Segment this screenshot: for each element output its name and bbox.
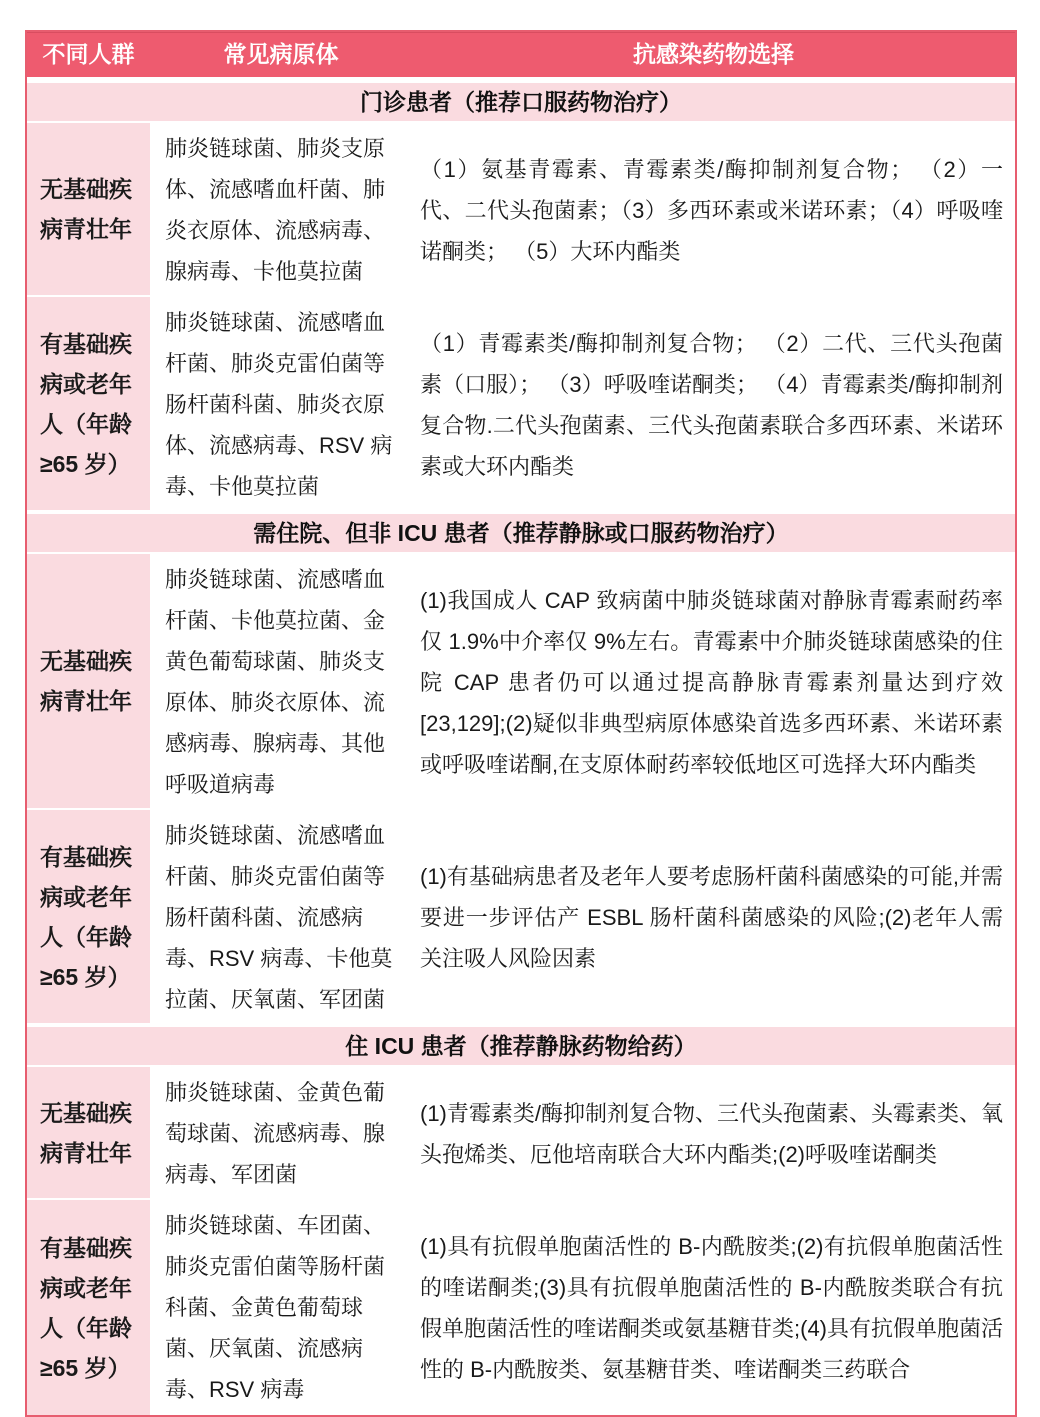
- pathogens-cell: [150, 1200, 412, 1415]
- pathogens-text: 肺炎链球菌、车团菌、肺炎克雷伯菌等肠杆菌科菌、金黄色葡萄球菌、厌氧菌、流感病毒、RSV 病毒: [165, 1213, 386, 1402]
- pathogens-text: 肺炎链球菌、流感嗜血杆菌、卡他莫拉菌、金黄色葡萄球菌、肺炎支原体、肺炎衣原体、流感病毒、腺病毒、其他呼吸道病毒: [165, 567, 386, 797]
- patient-group-cell: [27, 123, 150, 297]
- pathogens-cell: [150, 297, 412, 512]
- table-row: [27, 554, 1015, 810]
- pathogens-text: 肺炎链球菌、肺炎支原体、流感嗜血杆菌、肺炎衣原体、流感病毒、腺病毒、卡他莫拉菌: [165, 136, 386, 284]
- drugs-cell: [412, 810, 1015, 1025]
- patient-group-label: 有基础疾病或老年人（年龄≥65 岁）: [40, 843, 132, 990]
- patient-group-label: 无基础疾病青壮年: [40, 176, 132, 242]
- table-row: [27, 810, 1015, 1025]
- section-title-hospitalized-non-icu: 需住院、但非 ICU 患者（推荐静脉或口服药物治疗）: [27, 514, 1015, 552]
- pathogens-cell: [150, 123, 412, 297]
- col-header-drug-selection: 抗感染药物选择: [633, 41, 794, 67]
- drugs-text: （1）氨基青霉素、青霉素类/酶抑制剂复合物； （2）一代、二代头孢菌素；（3）多西环素或米诺环素；（4）呼吸喹诺酮类； （5）大环内酯类: [420, 156, 1003, 264]
- drugs-cell: [412, 123, 1015, 297]
- drugs-text: (1)我国成人 CAP 致病菌中肺炎链球菌对静脉青霉素耐药率仅 1.9%中介率仅 9%左右。青霉素中介肺炎链球菌感染的住院 CAP 患者仍可以通过提高静脉青霉素剂量达到疗效[23,129];(2)疑似非典型病原体感染首选多西环素、米诺环素或呼吸喹诺酮,在支原体耐药率较低地区可选择大环内酯类: [420, 587, 1003, 777]
- table-row: [27, 123, 1015, 297]
- pathogens-text: 肺炎链球菌、流感嗜血杆菌、肺炎克雷伯菌等肠杆菌科菌、肺炎衣原体、流感病毒、RSV 病毒、卡他莫拉菌: [165, 310, 393, 499]
- pathogens-text: 肺炎链球菌、流感嗜血杆菌、肺炎克雷伯菌等肠杆菌科菌、流感病毒、RSV 病毒、卡他莫拉菌、厌氧菌、军团菌: [165, 823, 393, 1012]
- patient-group-cell: [27, 554, 150, 810]
- drugs-text: (1)青霉素类/酶抑制剂复合物、三代头孢菌素、头霉素类、氧头孢烯类、厄他培南联合大环内酯类;(2)呼吸喹诺酮类: [420, 1100, 1004, 1167]
- patient-group-cell: [27, 1200, 150, 1415]
- drugs-cell: [412, 1067, 1015, 1200]
- patient-group-label: 有基础疾病或老年人（年龄≥65 岁）: [40, 330, 132, 477]
- drugs-text: (1)有基础病患者及老年人要考虑肠杆菌科菌感染的可能,并需要进一步评估产 ESBL 肠杆菌科菌感染的风险;(2)老年人需关注吸人风险因素: [420, 864, 1004, 971]
- col-header-population: 不同人群: [42, 41, 135, 67]
- patient-group-cell: [27, 810, 150, 1025]
- cap-treatment-table: [25, 30, 1017, 1417]
- patient-group-cell: [27, 1067, 150, 1200]
- table-row: [27, 297, 1015, 512]
- drugs-cell: [412, 297, 1015, 512]
- drugs-text: (1)具有抗假单胞菌活性的 B-内酰胺类;(2)有抗假单胞菌活性的喹诺酮类;(3)具有抗假单胞菌活性的 B-内酰胺类联合有抗假单胞菌活性的喹诺酮类或氨基糖苷类;(4)具有抗假单胞菌活性的 B-内酰胺类、氨基糖苷类、喹诺酮类三药联合: [420, 1233, 1004, 1382]
- drugs-cell: [412, 1200, 1015, 1415]
- table-row: [27, 1067, 1015, 1200]
- section-title-icu: 住 ICU 患者（推荐静脉药物给药）: [27, 1027, 1015, 1065]
- table-header-row: [27, 32, 1015, 81]
- table-row: [27, 1200, 1015, 1415]
- pathogens-cell: [150, 554, 412, 810]
- patient-group-label: 无基础疾病青壮年: [40, 1099, 132, 1166]
- drugs-text: （1）青霉素类/酶抑制剂复合物； （2）二代、三代头孢菌素（口服）； （3）呼吸喹诺酮类； （4）青霉素类/酶抑制剂复合物.二代头孢菌素、三代头孢菌素联合多西环素、米诺环素或大环内酯类: [420, 330, 1003, 479]
- pathogens-cell: [150, 810, 412, 1025]
- col-header-pathogens: 常见病原体: [223, 41, 339, 67]
- drugs-cell: [412, 554, 1015, 810]
- pathogens-text: 肺炎链球菌、金黄色葡萄球菌、流感病毒、腺病毒、军团菌: [165, 1080, 386, 1187]
- patient-group-label: 有基础疾病或老年人（年龄≥65 岁）: [40, 1234, 132, 1381]
- section-title-outpatient: 门诊患者（推荐口服药物治疗）: [27, 83, 1015, 121]
- patient-group-label: 无基础疾病青壮年: [40, 648, 132, 714]
- pathogens-cell: [150, 1067, 412, 1200]
- patient-group-cell: [27, 297, 150, 512]
